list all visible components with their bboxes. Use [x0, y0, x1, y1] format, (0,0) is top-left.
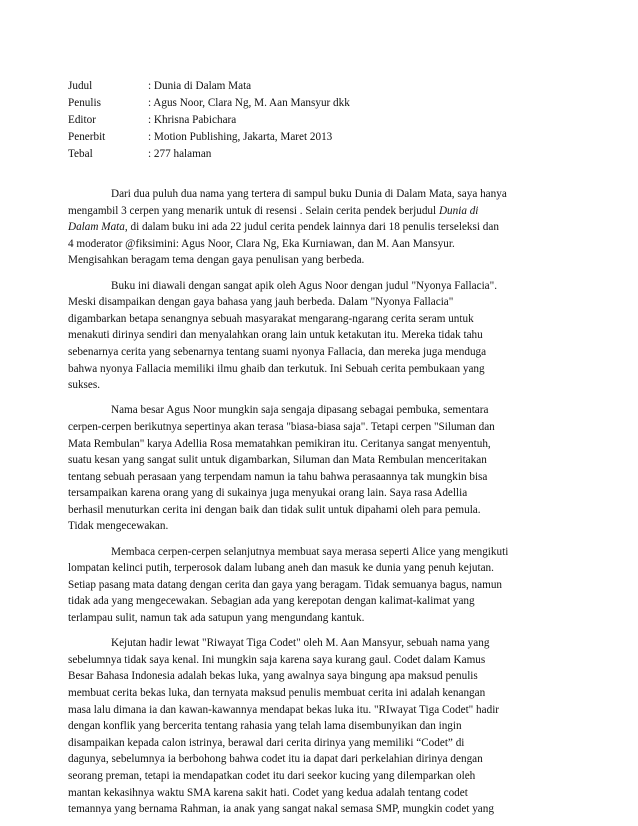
paragraph-line: mantan kekasihnya waktu SMA karena sakit hati. Codet yang kedua adalah tentang codet	[68, 786, 468, 799]
paragraph-line: Mata Rembulan" karya Adellia Rosa mematahkan pemikiran itu. Ceritanya sangat menyentuh,	[68, 437, 491, 450]
book-info-row-editor	[68, 112, 548, 129]
paragraph-line: temannya yang bernama Rahman, ia anak yang sangat nakal semasa SMP, mungkin codet yang	[68, 803, 494, 816]
book-info-row-title	[68, 78, 548, 95]
paragraph-line: suatu kesan yang sangat sulit untuk digambarkan, Siluman dan Mata Rembulan menceritakan	[68, 454, 487, 467]
review-paragraph	[68, 278, 574, 394]
review-paragraph	[68, 402, 574, 535]
paragraph-line: Tidak mengecewakan.	[68, 520, 169, 533]
paragraph-line: disampaikan kepada calon istrinya, berawal dari cerita dirinya yang memiliki “Codet” di	[68, 736, 465, 749]
book-info-row-publisher	[68, 129, 548, 146]
paragraph-line: cerpen-cerpen berikutnya sepertinya akan terasa "biasa-biasa saja". Tetapi cerpen "Siluman dan	[68, 420, 495, 433]
paragraph-line: lompatan kelinci putih, terperosok dalam lubang aneh dan masuk ke dunia yang penuh kejutan.	[68, 562, 494, 575]
paragraph-line: mengambil 3 cerpen yang menarik untuk di resensi . Selain cerita pendek berjudul Dunia di	[68, 204, 479, 217]
paragraph-line: Membaca cerpen-cerpen selanjutnya membuat saya merasa seperti Alice yang mengikuti	[111, 545, 509, 558]
review-paragraph	[68, 186, 574, 269]
paragraph-line: Nama besar Agus Noor mungkin saja sengaja dipasang sebagai pembuka, sementara	[111, 404, 489, 417]
book-info-value: : Agus Noor, Clara Ng, M. Aan Mansyur dkk	[148, 97, 350, 109]
paragraph-line: sukses.	[68, 379, 101, 392]
paragraph-line: Besar Bahasa Indonesia adalah bekas luka, yang awalnya saya bingung apa maksud penulis	[68, 670, 478, 683]
paragraph-line: seorang preman, tetapi ia mendapatkan codet itu dari seekor kucing yang dilemparkan oleh	[68, 769, 476, 782]
paragraph-line: tidak ada yang mengecewakan. Sebagian ada yang kerepotan dengan kalimat-kalimat yang	[68, 595, 475, 608]
paragraph-line: Meski disampaikan dengan gaya bahasa yang jauh berbeda. Dalam "Nyonya Fallacia"	[68, 296, 454, 309]
review-paragraph	[68, 544, 574, 627]
book-info-row-pages	[68, 146, 548, 163]
paragraph-line: masa lalu dimana ia dan kawan-kawannya mendapat bekas luka itu. "RIwayat Tiga Codet" hadir	[68, 703, 500, 716]
review-paragraph	[68, 635, 574, 818]
paragraph-line: berhasil menuturkan cerita ini dengan baik dan tidak sulit untuk dipahami oleh para pemula.	[68, 503, 481, 516]
paragraph-line: sebelumnya tidak saya kenal. Ini mungkin saja karena saya kurang gaul. Codet dalam Kamus	[68, 653, 486, 666]
paragraph-line: Dalam Mata, di dalam buku ini ada 22 judul cerita pendek lainnya dari 18 penulis terseleksi dan	[68, 221, 499, 234]
book-info-label: Penerbit	[68, 131, 106, 143]
book-info-table	[68, 78, 548, 163]
book-info-row-author	[68, 95, 548, 112]
book-title-italic: Dalam Mata	[68, 221, 125, 234]
book-info-value: : Motion Publishing, Jakarta, Maret 2013	[148, 131, 333, 143]
book-info-value: : 277 halaman	[148, 148, 212, 160]
paragraph-line: Setiap pasang mata datang dengan cerita dan gaya yang beragam. Tidak semuanya bagus, namun	[68, 578, 503, 591]
paragraph-line: bahwa nyonya Fallacia memiliki ilmu ghaib dan terkutuk. Ini Sebuah cerita pembukaan yang	[68, 362, 485, 375]
paragraph-line: Buku ini diawali dengan sangat apik oleh Agus Noor dengan judul "Nyonya Fallacia".	[111, 279, 498, 292]
review-body	[68, 186, 574, 826]
paragraph-line: dengan konflik yang bercerita tentang rahasia yang telah lama disembunyikan dan ingin	[68, 720, 462, 733]
book-info-label: Penulis	[68, 97, 101, 109]
paragraph-line: tentang sebuah perasaan yang terpendam namun ia tahu bahwa perasaannya tak mungkin bisa	[68, 470, 488, 483]
paragraph-line: Dari dua puluh dua nama yang tertera di sampul buku Dunia di Dalam Mata, saya hanya	[111, 188, 507, 200]
book-info-label: Judul	[68, 80, 93, 92]
paragraph-line: tersampaikan karena orang yang di sukainya juga menyukai orang lain. Saya rasa Adellia	[68, 487, 468, 500]
paragraph-line: dagunya, sebelumnya ia berbohong bahwa codet itu ia dapat dari perkelahian dirinya dengan	[68, 753, 483, 766]
paragraph-line: 4 moderator @fiksimini: Agus Noor, Clara Ng, Eka Kurniawan, dan M. Aan Mansyur.	[68, 237, 455, 250]
paragraph-line: terlampau sulit, namun tak ada satupun yang mengundang kantuk.	[68, 612, 365, 625]
book-title-italic: Dunia di	[438, 204, 479, 217]
paragraph-line: menakuti dirinya sendiri dan menyalahkan orang lain untuk ketakutan itu. Mereka tidak tahu	[68, 329, 483, 342]
paragraph-line: membuat cerita bekas luka, dan ternyata maksud penulis membuat cerita ini adalah kenangan	[68, 687, 486, 699]
book-info-label: Editor	[68, 114, 96, 126]
paragraph-line: Kejutan hadir lewat "Riwayat Tiga Codet" oleh M. Aan Mansyur, sebuah nama yang	[111, 637, 490, 650]
paragraph-line: Mengisahkan beragam tema dengan gaya penulisan yang berbeda.	[68, 254, 365, 267]
book-info-value: : Dunia di Dalam Mata	[148, 80, 252, 92]
book-info-label: Tebal	[68, 148, 93, 160]
paragraph-line: sebenarnya cerita yang sebenarnya tentang suami nyonya Fallacia, dan mereka juga menduga	[68, 345, 487, 358]
book-info-value: : Khrisna Pabichara	[148, 114, 237, 126]
paragraph-line: digambarkan betapa senangnya sebuah masyarakat mengarang-ngarang cerita seram untuk	[68, 312, 474, 325]
